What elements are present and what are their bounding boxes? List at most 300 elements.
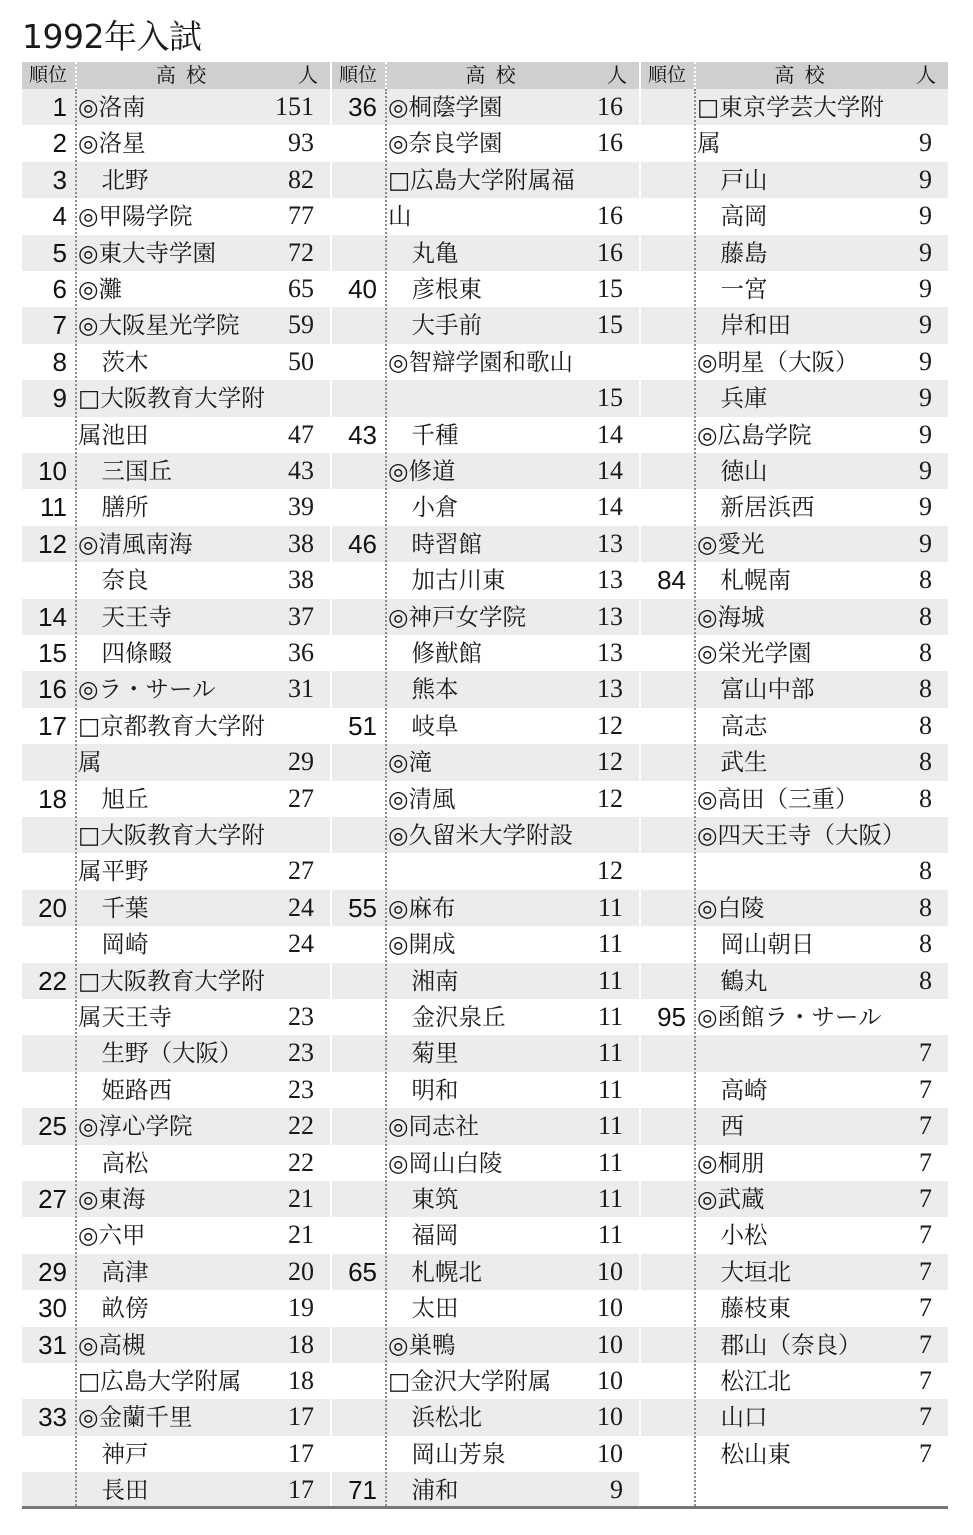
table-row: [22, 1399, 330, 1435]
rank-value: 55: [348, 892, 377, 923]
student-count: 24: [288, 929, 314, 959]
school-name: 属: [78, 748, 102, 777]
rank-value: [641, 1436, 686, 1472]
student-count: [254, 708, 314, 744]
table-row: [641, 1035, 948, 1071]
rank-value: [332, 1399, 377, 1435]
table-row: [641, 562, 948, 598]
school-name: 高崎: [697, 1075, 768, 1104]
rank-value: 2: [52, 128, 67, 159]
table-row: [22, 963, 330, 999]
student-count: 13: [597, 674, 623, 704]
table-row: [22, 1472, 330, 1508]
rank-value: [22, 1472, 67, 1508]
student-count: 29: [288, 747, 314, 777]
student-count: 9: [610, 1475, 623, 1505]
table-row: [332, 562, 639, 598]
school-name: ◎函館ラ・サール: [697, 1003, 882, 1031]
student-count: 82: [288, 164, 314, 194]
rank-value: [332, 963, 377, 999]
rank-value: [22, 853, 67, 889]
student-count: 10: [597, 1366, 623, 1395]
table-row: [641, 744, 948, 780]
rank-value: [332, 162, 377, 198]
rank-value: [22, 744, 67, 780]
table-row: [22, 926, 330, 962]
school-name: 山口: [697, 1403, 768, 1432]
student-count: 16: [597, 201, 623, 231]
rank-value: 6: [52, 274, 67, 304]
table-row: [332, 853, 639, 889]
table-row: [641, 817, 948, 853]
student-count: 8: [919, 783, 932, 813]
school-name: 岡山芳泉: [388, 1439, 506, 1468]
student-count: 7: [919, 1366, 932, 1395]
rank-value: [22, 926, 67, 962]
school-name: ◎同志社: [388, 1112, 480, 1141]
rank-value: [22, 562, 67, 598]
student-count: 11: [597, 1002, 623, 1031]
school-name: 太田: [388, 1294, 459, 1323]
page-title: 1992年入試: [22, 17, 202, 56]
rank-column-divider: [694, 89, 696, 1509]
rank-value: 18: [38, 783, 67, 814]
rank-value: [641, 599, 686, 635]
student-count: 9: [919, 492, 932, 522]
rank-value: [641, 1399, 686, 1435]
column-header: [22, 62, 330, 89]
student-count: 39: [288, 492, 314, 522]
school-name: 高津: [78, 1257, 149, 1286]
school-name: 郡山（奈良）: [697, 1330, 862, 1359]
table-row: [332, 1472, 639, 1508]
table-row: [641, 1181, 948, 1217]
table-row: [332, 1399, 639, 1435]
student-count: 9: [919, 456, 932, 485]
school-name: 徳山: [697, 457, 768, 485]
rank-value: [641, 235, 686, 271]
student-count: 13: [597, 601, 623, 631]
student-count: 21: [288, 1220, 314, 1250]
student-count: 8: [919, 601, 932, 631]
table-row: [641, 125, 948, 161]
school-name: 大垣北: [697, 1257, 791, 1286]
rank-value: [641, 89, 686, 125]
table-row: [332, 599, 639, 635]
school-name: 西: [697, 1112, 744, 1141]
school-name: 鶴丸: [697, 966, 768, 995]
student-count: [872, 89, 932, 125]
school-name: 湘南: [388, 966, 459, 995]
student-count: 8: [919, 638, 932, 667]
rank-value: 84: [657, 565, 686, 596]
table-row: [332, 89, 639, 125]
table-row: [332, 963, 639, 999]
rank-value: [641, 489, 686, 525]
rank-value: 27: [38, 1184, 67, 1214]
student-count: 23: [288, 1038, 314, 1068]
school-name: 属天王寺: [78, 1003, 172, 1031]
rank-value: 71: [348, 1475, 377, 1506]
table-row: [22, 1072, 330, 1108]
school-name: 姫路西: [78, 1075, 172, 1104]
school-name: ◎淳心学院: [78, 1112, 193, 1141]
school-name: 戸山: [697, 165, 768, 194]
table-row: [22, 1327, 330, 1363]
school-name: 浜松北: [388, 1403, 482, 1432]
school-name: 属: [697, 129, 721, 158]
rank-value: [641, 307, 686, 343]
rank-value: [641, 781, 686, 817]
rank-value: 31: [38, 1329, 67, 1360]
school-name: 藤枝東: [697, 1294, 791, 1323]
school-name: ◎高槻: [78, 1330, 146, 1359]
rank-value: 25: [38, 1111, 67, 1142]
school-name: 天王寺: [78, 602, 172, 631]
student-count: 19: [288, 1293, 314, 1323]
school-name: 兵庫: [697, 384, 768, 413]
student-count: 17: [288, 1438, 314, 1468]
school-name: ◎高田（三重）: [697, 784, 859, 813]
table-row: [332, 890, 639, 926]
student-count: 15: [597, 383, 623, 413]
rank-value: [641, 744, 686, 780]
table-row: [22, 999, 330, 1035]
table-row: [22, 781, 330, 817]
school-name: ◎明星（大阪）: [697, 347, 859, 376]
school-name: ◎修道: [388, 457, 456, 485]
table-row: [641, 781, 948, 817]
school-name: ◎奈良学園: [388, 129, 503, 158]
table-row: [332, 1145, 639, 1181]
school-name: □広島大学附属福: [388, 165, 575, 194]
rank-value: [641, 1035, 686, 1071]
student-count: 9: [919, 419, 932, 449]
rank-value: 46: [348, 528, 377, 559]
school-name: ◎久留米大学附設: [388, 821, 574, 849]
school-name: 菊里: [388, 1039, 459, 1068]
student-count: 11: [597, 1111, 623, 1141]
student-count: 9: [919, 274, 932, 303]
student-count: 11: [597, 965, 623, 995]
rank-value: [332, 1217, 377, 1253]
student-count: 8: [919, 674, 932, 704]
school-name: 長田: [78, 1476, 149, 1505]
school-name: 属池田: [78, 420, 149, 449]
header-school-label: 高 校: [774, 63, 827, 87]
school-name: ◎東大寺学園: [78, 238, 217, 267]
table-row: [641, 853, 948, 889]
table-row: [641, 198, 948, 234]
table-row: [22, 1108, 330, 1144]
school-name: 丸亀: [388, 238, 459, 267]
student-count: [254, 963, 314, 999]
table-row: [641, 344, 948, 380]
rank-value: 15: [38, 638, 67, 668]
student-count: 23: [288, 1074, 314, 1104]
rank-value: [641, 125, 686, 161]
student-count: 22: [288, 1111, 314, 1141]
student-count: 9: [919, 346, 932, 376]
table-row: [22, 526, 330, 562]
table-row: [22, 89, 330, 125]
table-row: [332, 1072, 639, 1108]
school-name: ◎愛光: [697, 529, 765, 558]
table-row: [641, 890, 948, 926]
student-count: 7: [919, 1038, 932, 1068]
student-count: 38: [288, 528, 314, 558]
table-row: [332, 271, 639, 307]
school-name: 金沢泉丘: [388, 1003, 506, 1031]
student-count: [872, 817, 932, 853]
rank-value: [332, 489, 377, 525]
student-count: 22: [288, 1147, 314, 1177]
school-name: 浦和: [388, 1476, 459, 1505]
student-count: 72: [288, 237, 314, 267]
school-name: □大阪教育大学附: [78, 384, 265, 413]
rank-value: [332, 453, 377, 489]
rank-value: [641, 963, 686, 999]
bottom-rule: [22, 1506, 948, 1509]
table-row: [641, 1399, 948, 1435]
column-header: [332, 62, 639, 89]
school-name: 小倉: [388, 493, 459, 522]
student-count: 11: [597, 929, 623, 959]
rank-value: 5: [52, 237, 67, 268]
school-name: □広島大学附属: [78, 1367, 242, 1395]
school-name: 茨木: [78, 347, 149, 376]
school-name: ◎ラ・サール: [78, 675, 216, 704]
rank-value: [332, 1181, 377, 1217]
rank-value: [332, 1145, 377, 1181]
rank-value: [641, 1072, 686, 1108]
school-name: 札幌北: [388, 1257, 482, 1286]
rank-column-divider: [385, 89, 387, 1509]
student-count: 7: [919, 1184, 932, 1213]
student-count: 12: [597, 710, 623, 740]
rank-value: [332, 635, 377, 671]
rank-value: [641, 526, 686, 562]
header-count-label: 人: [298, 63, 318, 87]
rank-value: [22, 1363, 67, 1399]
school-name: ◎清風南海: [78, 529, 193, 558]
rank-value: [641, 853, 686, 889]
student-count: 8: [919, 965, 932, 995]
student-count: 7: [919, 1111, 932, 1141]
student-count: 9: [919, 310, 932, 340]
student-count: 14: [597, 419, 623, 449]
school-name: 生野（大阪）: [78, 1039, 243, 1068]
table-row: [641, 599, 948, 635]
table-row: [22, 380, 330, 416]
rank-value: 7: [52, 310, 67, 341]
table-row: [22, 1363, 330, 1399]
rank-value: [332, 562, 377, 598]
rank-value: [332, 1035, 377, 1071]
table-row: [641, 1327, 948, 1363]
rank-value: [332, 380, 377, 416]
student-count: 10: [597, 1402, 623, 1432]
school-name: 松江北: [697, 1367, 791, 1395]
table-row: [332, 307, 639, 343]
table-row: [641, 235, 948, 271]
table-row: [332, 1436, 639, 1472]
student-count: 8: [919, 929, 932, 959]
school-name: 高岡: [697, 202, 768, 231]
student-count: 18: [288, 1366, 314, 1395]
header-rank-label: 順位: [338, 64, 377, 86]
rank-value: 36: [348, 92, 377, 122]
panel-rows: [332, 89, 639, 1509]
school-name: 松山東: [697, 1439, 791, 1468]
student-count: 20: [288, 1256, 314, 1286]
student-count: [254, 380, 314, 416]
student-count: 27: [288, 856, 314, 886]
rank-value: [332, 1327, 377, 1363]
table-row: [332, 708, 639, 744]
rank-value: [641, 344, 686, 380]
student-count: 93: [288, 128, 314, 158]
school-name: ◎栄光学園: [697, 639, 812, 667]
table-row: [22, 271, 330, 307]
ranking-panel-1: [22, 62, 330, 1509]
table-row: [641, 926, 948, 962]
rank-value: [332, 781, 377, 817]
rank-value: 8: [52, 346, 67, 377]
table-row: [22, 307, 330, 343]
rank-value: 40: [348, 274, 377, 304]
column-header: [641, 62, 948, 89]
table-row: [332, 453, 639, 489]
table-row: [332, 1035, 639, 1071]
student-count: [563, 817, 623, 853]
table-row: [332, 1108, 639, 1144]
table-row: [641, 453, 948, 489]
school-name: □京都教育大学附: [78, 711, 265, 740]
student-count: 17: [288, 1402, 314, 1432]
rank-value: [641, 1217, 686, 1253]
student-count: 13: [597, 528, 623, 558]
student-count: 59: [288, 310, 314, 340]
school-name: 熊本: [388, 675, 459, 704]
student-count: 11: [597, 892, 623, 922]
school-name: ◎広島学院: [697, 420, 812, 449]
table-row: [22, 890, 330, 926]
school-name: ◎洛南: [78, 93, 146, 121]
school-name: ◎大阪星光学院: [78, 311, 240, 340]
school-name: 三国丘: [78, 457, 172, 485]
table-row: [22, 235, 330, 271]
rank-value: 10: [38, 456, 67, 486]
student-count: 11: [597, 1147, 623, 1177]
school-name: 膳所: [78, 493, 149, 522]
school-name: ◎岡山白陵: [388, 1148, 503, 1177]
rank-value: [22, 1145, 67, 1181]
rank-value: [332, 235, 377, 271]
rank-value: [332, 926, 377, 962]
table-row: [22, 562, 330, 598]
header-school-label: 高 校: [465, 63, 518, 87]
student-count: 11: [597, 1220, 623, 1250]
table-row: [22, 744, 330, 780]
student-count: 23: [288, 1002, 314, 1031]
school-name: ◎金蘭千里: [78, 1403, 193, 1432]
rank-value: [641, 708, 686, 744]
school-name: 福岡: [388, 1221, 459, 1250]
rank-value: 30: [38, 1293, 67, 1324]
student-count: 9: [919, 383, 932, 413]
school-name: 神戸: [78, 1439, 149, 1468]
student-count: 11: [597, 1184, 623, 1213]
table-row: [22, 453, 330, 489]
rank-value: 29: [38, 1256, 67, 1287]
school-name: ◎麻布: [388, 893, 456, 922]
student-count: 10: [597, 1438, 623, 1468]
student-count: 24: [288, 892, 314, 922]
rank-value: [641, 671, 686, 707]
rank-value: [332, 817, 377, 853]
student-count: 9: [919, 237, 932, 267]
student-count: 50: [288, 346, 314, 376]
school-name: 岸和田: [697, 311, 791, 340]
school-name: ◎桐蔭学園: [388, 93, 503, 121]
table-row: [22, 1181, 330, 1217]
table-row: [641, 271, 948, 307]
student-count: 10: [597, 1329, 623, 1359]
student-count: 9: [919, 528, 932, 558]
student-count: [254, 817, 314, 853]
header-divider: [75, 62, 77, 89]
rank-value: 9: [52, 383, 67, 414]
rank-value: [641, 453, 686, 489]
rank-value: [332, 344, 377, 380]
student-count: 12: [597, 747, 623, 777]
table-row: [22, 817, 330, 853]
table-row: [22, 1254, 330, 1290]
rank-value: [332, 599, 377, 635]
student-count: 12: [597, 856, 623, 886]
rank-value: 95: [657, 1002, 686, 1032]
rank-value: [332, 1290, 377, 1326]
student-count: 15: [597, 310, 623, 340]
school-name: ◎桐朋: [697, 1148, 765, 1177]
student-count: 7: [919, 1256, 932, 1286]
rank-value: [332, 1363, 377, 1399]
rank-value: 33: [38, 1402, 67, 1433]
student-count: 15: [597, 274, 623, 303]
table-row: [332, 162, 639, 198]
student-count: 7: [919, 1074, 932, 1104]
rank-value: [332, 1108, 377, 1144]
school-name: 北野: [78, 165, 149, 194]
school-name: ◎清風: [388, 784, 456, 813]
school-name: ◎智辯学園和歌山: [388, 347, 574, 376]
school-name: 千葉: [78, 893, 149, 922]
school-name: 奈良: [78, 566, 149, 595]
table-row: [332, 781, 639, 817]
school-name: 高松: [78, 1148, 149, 1177]
rank-value: 22: [38, 965, 67, 996]
rank-value: [641, 1363, 686, 1399]
rank-value: [22, 1436, 67, 1472]
student-count: [872, 999, 932, 1035]
rank-value: [332, 1072, 377, 1108]
rank-value: 4: [52, 201, 67, 232]
table-row: [22, 162, 330, 198]
rank-value: [332, 1436, 377, 1472]
rank-value: [332, 744, 377, 780]
rank-value: [22, 817, 67, 853]
